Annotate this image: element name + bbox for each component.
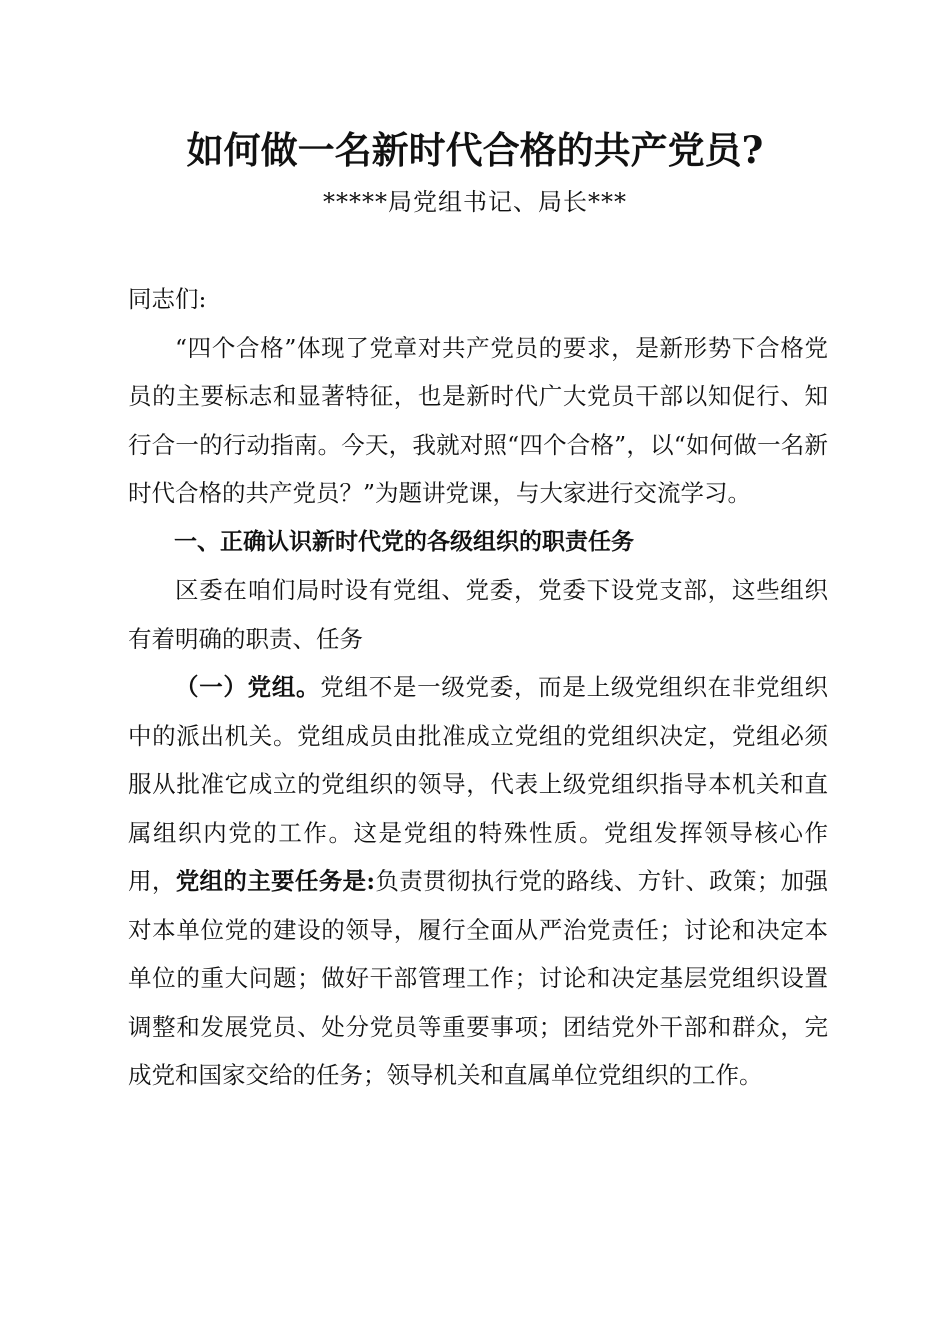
- intro-paragraph: “四个合格”体现了党章对共产党员的要求，是新形势下合格党员的主要标志和显著特征，也是新时代广大党员干部以知促行、知行合一的行动指南。今天，我就对照“四个合格”，以“如何做一名新时代合格的共产党员？”为题讲党课，与大家进行交流学习。: [128, 333, 828, 507]
- main-tasks-label: 党组的主要任务是:: [175, 867, 376, 895]
- document-author: *****局党组书记、局长***: [323, 188, 627, 216]
- salutation: 同志们:: [128, 285, 207, 313]
- subsection-label: （一）党组。: [175, 673, 321, 701]
- section-intro-paragraph: 区委在咱们局时设有党组、党委，党委下设党支部，这些组织有着明确的职责、任务: [128, 576, 828, 653]
- paragraph-text: 党组不是一级党委，而是上级党组织在非党组织中的派出机关。党组成员由批准成立党组的党组织决定，党组必须服从批准它成立的党组织的领导，代表上级党组织指导本机关和直属组织内党的工作。这是党组的特殊性质。党组发挥领导核心作用，: [128, 673, 829, 895]
- party-group-paragraph: [128, 663, 828, 1100]
- document-title: 如何做一名新时代合格的共产党员?: [186, 128, 764, 172]
- section-heading: 一、正确认识新时代党的各级组织的职责任务: [174, 528, 634, 555]
- paragraph-text-continued: 负责贯彻执行党的路线、方针、政策；加强对本单位党的建设的领导，履行全面从严治党责任；讨论和决定本单位的重大问题；做好干部管理工作；讨论和决定基层党组织设置调整和发展党员、处分党员等重要事项；团结党外干部和群众，完成党和国家交给的任务；领导机关和直属单位党组织的工作。: [128, 867, 829, 1089]
- document-body: [128, 275, 828, 1100]
